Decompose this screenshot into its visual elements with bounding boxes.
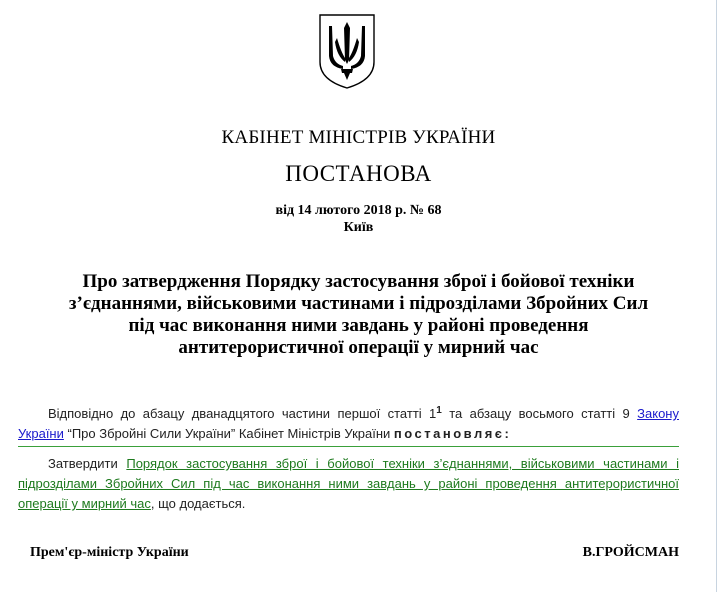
law-link[interactable]: Закону України — [18, 406, 679, 441]
approval-text: , що додається. — [150, 496, 246, 511]
approval-paragraph — [18, 454, 679, 514]
superscript: 1 — [436, 405, 442, 416]
preamble-text: “Про Збройні Сили України” Кабінет Міністрів України — [63, 426, 394, 441]
organization-name: КАБІНЕТ МІНІСТРІВ УКРАЇНИ — [221, 127, 496, 148]
city: Київ — [343, 220, 374, 235]
preamble-paragraph — [18, 404, 679, 444]
preamble-text: Відповідно до абзацу дванадцятого частини першої статті 1 — [48, 406, 437, 421]
resolves-word: постановляє: — [393, 426, 512, 441]
separator-line — [18, 446, 679, 447]
trident-coat-of-arms-icon — [317, 12, 377, 90]
signatory-name: В.ГРОЙСМАН — [582, 545, 679, 560]
date-and-number — [0, 202, 717, 236]
signatory-role: Прем'єр-міністр України — [30, 545, 189, 560]
preamble-text: та абзацу восьмого статті 9 — [441, 406, 638, 421]
date-number: від 14 лютого 2018 р. № 68 — [275, 203, 442, 218]
document-title: Про затвердження Порядку застосування зброї і бойової техніки з’єднаннями, військовими частинами і підрозділами Збройних Сил під час виконання ними завдань у районі проведення антитерористичної операції у мирний час — [68, 271, 649, 358]
approval-text: Затвердити — [48, 456, 127, 471]
document-type: ПОСТАНОВА — [285, 161, 432, 186]
procedure-link[interactable]: Порядок застосування зброї і бойової техніки з’єднаннями, військовими частинами і підрозділами Збройних Сил під час виконання ними завдань у районі проведення антитерористичної операції у мирний час — [18, 456, 679, 511]
